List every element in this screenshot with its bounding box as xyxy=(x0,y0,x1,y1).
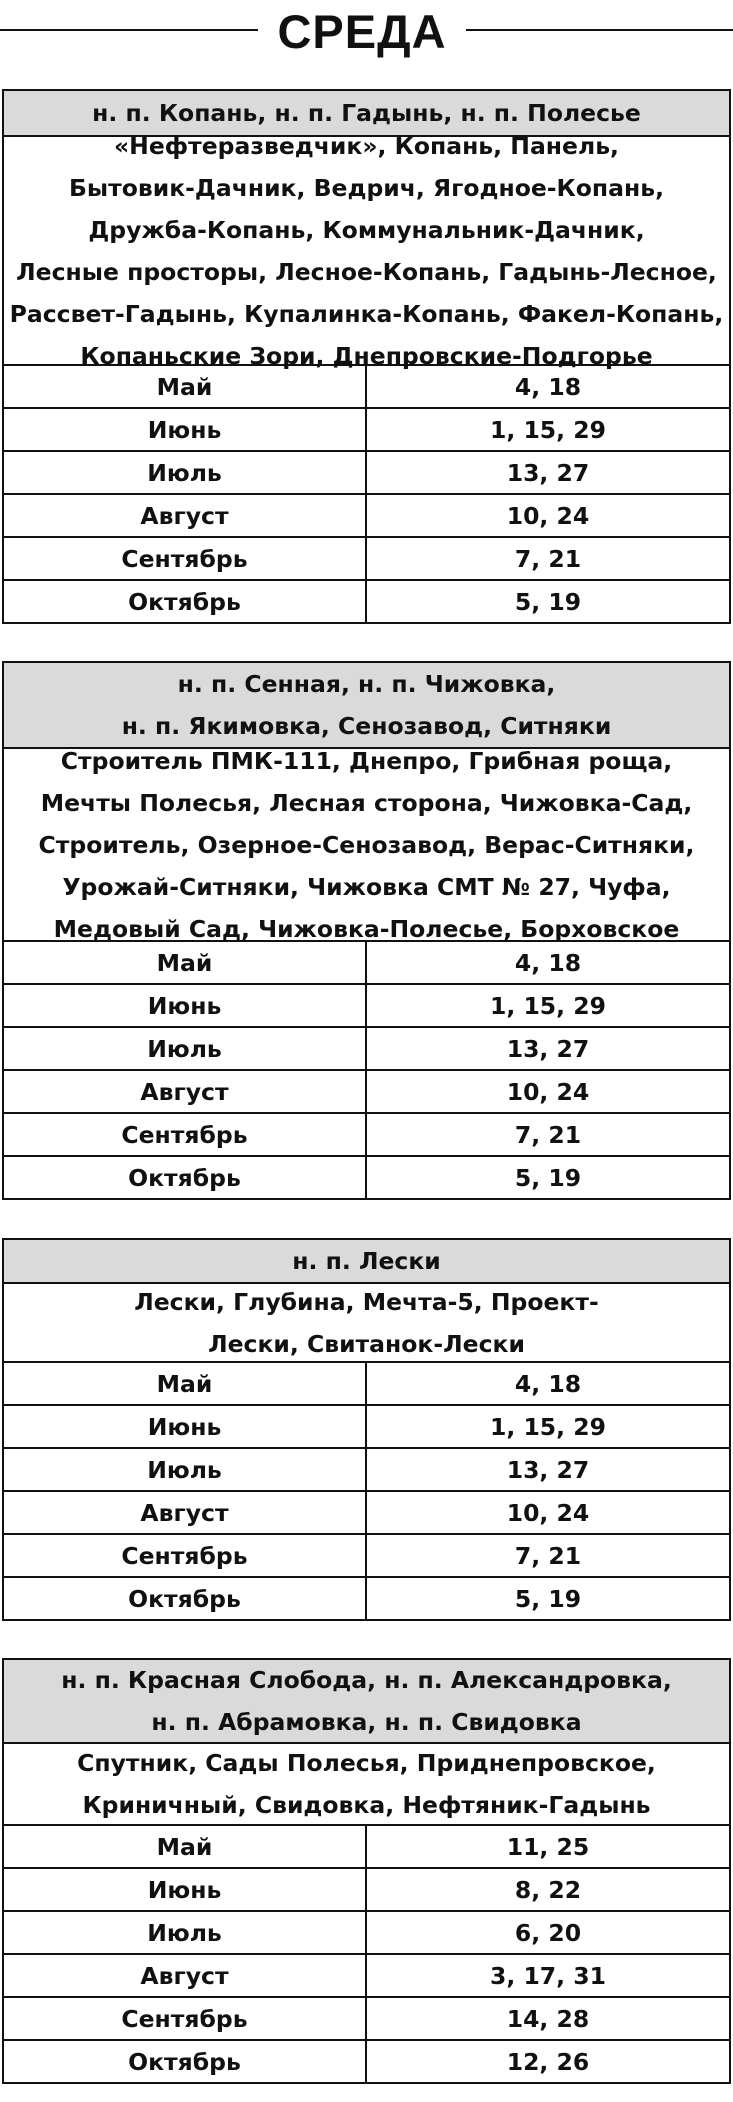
description-line: Медовый Сад, Чижовка-Полесье, Борховское xyxy=(53,914,680,943)
table-row xyxy=(4,538,729,581)
table-row xyxy=(4,1363,729,1406)
month-cell: Июнь xyxy=(4,409,367,450)
description-line: Урожай-Ситняки, Чижовка СМТ № 27, Чуфа, xyxy=(62,872,671,901)
dates-cell: 5, 19 xyxy=(514,1163,582,1192)
table-row xyxy=(4,1157,729,1198)
table-row xyxy=(4,1955,729,1998)
description-line: Рассвет-Гадынь, Купалинка-Копань, Факел-Копань, xyxy=(9,299,724,328)
dates-cell: 10, 24 xyxy=(506,1077,590,1106)
table-header xyxy=(4,663,729,749)
dates-cell: 3, 17, 31 xyxy=(490,1961,606,1990)
month-cell: Июнь xyxy=(4,985,367,1026)
day-title-row xyxy=(0,0,733,64)
table-row xyxy=(4,1826,729,1869)
dates-cell: 6, 20 xyxy=(514,1918,582,1947)
table-row xyxy=(4,985,729,1028)
month-cell: Октябрь xyxy=(4,1157,367,1198)
schedule-table-kopan xyxy=(2,89,731,624)
dates-cell: 13, 27 xyxy=(506,1455,590,1484)
table-description xyxy=(4,746,729,943)
schedule-table-sennaya xyxy=(2,661,731,1200)
dates-cell: 1, 15, 29 xyxy=(490,415,606,444)
description-line: Спутник, Сады Полесья, Приднепровское, xyxy=(77,1749,656,1777)
description-line: Строитель ПМК-111, Днепро, Грибная роща, xyxy=(60,746,673,775)
month-cell: Август xyxy=(4,495,367,536)
dates-cell: 4, 18 xyxy=(514,948,582,977)
description-line: Копаньские Зори, Днепровские-Подгорье xyxy=(80,341,653,370)
table-row xyxy=(4,1492,729,1535)
month-cell: Август xyxy=(4,1071,367,1112)
dates-cell: 5, 19 xyxy=(514,1584,582,1613)
dates-cell: 14, 28 xyxy=(506,2004,590,2033)
month-cell: Июль xyxy=(4,452,367,493)
month-cell: Июнь xyxy=(4,1869,367,1910)
dates-cell: 1, 15, 29 xyxy=(490,1412,606,1441)
title-rule-right xyxy=(466,29,733,31)
header-line: н. п. Якимовка, Сенозавод, Ситняки xyxy=(121,712,612,740)
table-row xyxy=(4,1998,729,2041)
month-cell: Май xyxy=(4,366,367,407)
table-row xyxy=(4,452,729,495)
dates-cell: 13, 27 xyxy=(506,1034,590,1063)
header-line: н. п. Лески xyxy=(292,1247,441,1275)
dates-cell: 7, 21 xyxy=(514,544,582,573)
month-cell: Июнь xyxy=(4,1406,367,1447)
dates-cell: 5, 19 xyxy=(514,587,582,616)
dates-cell: 4, 18 xyxy=(514,1369,582,1398)
dates-cell: 11, 25 xyxy=(506,1832,590,1861)
table-header xyxy=(4,1240,729,1284)
schedule-table-krasnaya-sloboda xyxy=(2,1658,731,2084)
description-line: Лески, Глубина, Мечта-5, Проект- xyxy=(134,1287,599,1316)
table-row xyxy=(4,1578,729,1619)
table-row xyxy=(4,942,729,985)
description-line: Строитель, Озерное-Сенозавод, Верас-Ситняки, xyxy=(38,830,695,859)
description-line: «Нефтеразведчик», Копань, Панель, xyxy=(114,131,619,160)
title-rule-left xyxy=(0,29,258,31)
description-line: Криничный, Свидовка, Нефтяник-Гадынь xyxy=(82,1791,651,1819)
month-cell: Сентябрь xyxy=(4,1998,367,2039)
dates-cell: 7, 21 xyxy=(514,1541,582,1570)
table-row xyxy=(4,1071,729,1114)
month-cell: Июль xyxy=(4,1912,367,1953)
day-title: СРЕДА xyxy=(277,5,447,58)
month-cell: Октябрь xyxy=(4,581,367,622)
dates-cell: 4, 18 xyxy=(514,372,582,401)
header-line: н. п. Сенная, н. п. Чижовка, xyxy=(177,670,556,698)
table-row xyxy=(4,409,729,452)
month-cell: Май xyxy=(4,942,367,983)
header-line: н. п. Абрамовка, н. п. Свидовка xyxy=(151,1708,582,1736)
header-line: н. п. Красная Слобода, н. п. Александровка, xyxy=(61,1666,672,1694)
table-row xyxy=(4,1535,729,1578)
table-row xyxy=(4,1406,729,1449)
description-line: Бытовик-Дачник, Ведрич, Ягодное-Копань, xyxy=(68,173,665,202)
table-description xyxy=(4,131,729,370)
table-row xyxy=(4,366,729,409)
table-row xyxy=(4,1028,729,1071)
month-cell: Октябрь xyxy=(4,1578,367,1619)
month-cell: Август xyxy=(4,1955,367,1996)
table-row xyxy=(4,1449,729,1492)
month-cell: Август xyxy=(4,1492,367,1533)
table-row xyxy=(4,1869,729,1912)
description-line: Лесные просторы, Лесное-Копань, Гадынь-Лесное, xyxy=(16,257,717,286)
table-row xyxy=(4,495,729,538)
table-row xyxy=(4,1114,729,1157)
description-line: Мечты Полесья, Лесная сторона, Чижовка-Сад, xyxy=(40,788,693,817)
table-description xyxy=(4,1284,729,1363)
table-row xyxy=(4,1912,729,1955)
month-cell: Июль xyxy=(4,1028,367,1069)
month-cell: Сентябрь xyxy=(4,1114,367,1155)
description-line: Лески, Свитанок-Лески xyxy=(208,1329,525,1358)
table-row xyxy=(4,2041,729,2082)
dates-cell: 10, 24 xyxy=(506,1498,590,1527)
month-cell: Сентябрь xyxy=(4,538,367,579)
dates-cell: 7, 21 xyxy=(514,1120,582,1149)
header-line: н. п. Копань, н. п. Гадынь, н. п. Полесье xyxy=(92,99,641,127)
schedule-table-leski xyxy=(2,1238,731,1621)
description-line: Дружба-Копань, Коммунальник-Дачник, xyxy=(88,215,645,244)
month-cell: Июль xyxy=(4,1449,367,1490)
month-cell: Май xyxy=(4,1826,367,1867)
month-cell: Октябрь xyxy=(4,2041,367,2082)
dates-cell: 12, 26 xyxy=(506,2047,590,2076)
table-header xyxy=(4,1660,729,1744)
table-row xyxy=(4,581,729,622)
dates-cell: 8, 22 xyxy=(514,1875,582,1904)
dates-cell: 10, 24 xyxy=(506,501,590,530)
month-cell: Май xyxy=(4,1363,367,1404)
month-cell: Сентябрь xyxy=(4,1535,367,1576)
table-description xyxy=(4,1744,729,1826)
dates-cell: 13, 27 xyxy=(506,458,590,487)
dates-cell: 1, 15, 29 xyxy=(490,991,606,1020)
